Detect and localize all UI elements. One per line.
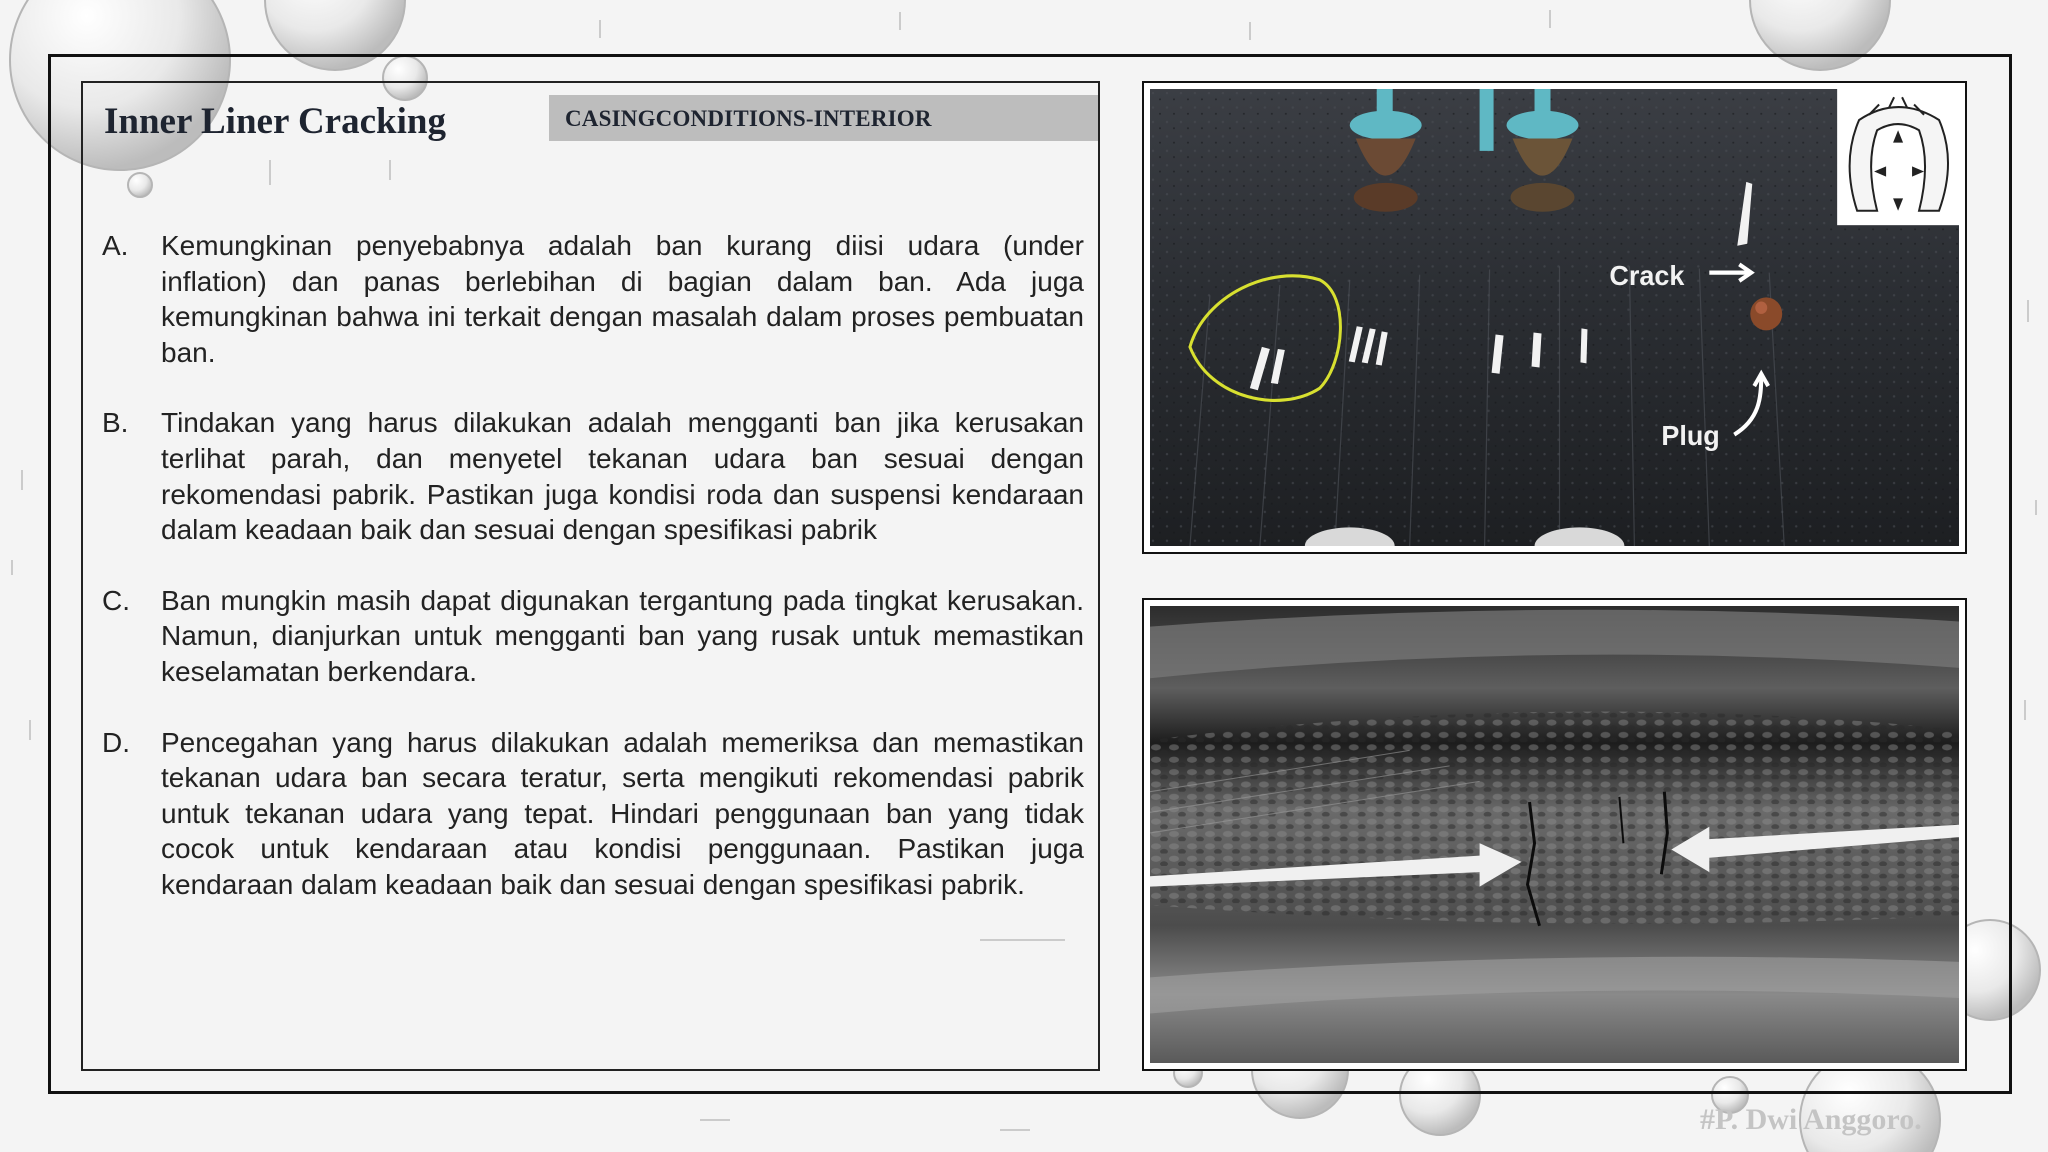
watermark: #P. Dwi Anggoro.	[1700, 1103, 1922, 1136]
point-label: C.	[102, 584, 130, 616]
crack-label: Crack	[1609, 259, 1685, 292]
point-c	[102, 583, 1084, 690]
tire-crack-image	[1150, 89, 1959, 546]
point-b	[102, 405, 1084, 547]
liner-closeup-image	[1150, 606, 1959, 1063]
point-text: Kemungkinan penyebabnya adalah ban kurang diisi udara (under inflation) dan panas berlebihan di bagian dalam ban. Ada juga kemungkinan bahwa ini terkait dengan masalah dalam proses pembuatan ban.	[161, 230, 1084, 368]
point-d	[102, 725, 1084, 903]
tire-crack-photo	[1142, 81, 1967, 554]
point-label: D.	[102, 726, 130, 758]
points-list	[102, 228, 1084, 938]
point-text: Pencegahan yang harus dilakukan adalah memeriksa dan memastikan tekanan udara ban secara teratur, serta mengikuti rekomendasi pabrik untuk tekanan udara yang tepat. Hindari penggunaan ban yang tidak cocok untuk kendaraan atau kondisi penggunaan. Pastikan juga kendaraan dalam keadaan baik dan sesuai dengan spesifikasi pabrik.	[161, 726, 1084, 900]
liner-closeup-photo	[1142, 598, 1967, 1071]
point-text: Tindakan yang harus dilakukan adalah mengganti ban jika kerusakan terlihat parah, dan menyetel tekanan udara ban sesuai dengan rekomendasi pabrik. Pastikan juga kondisi roda dan suspensi kendaraan dalam keadaan baik dan sesuai dengan spesifikasi pabrik	[161, 407, 1084, 546]
slide-title: Inner Liner Cracking	[104, 101, 446, 142]
point-a	[102, 228, 1084, 370]
point-label: B.	[102, 407, 129, 439]
point-text: Ban mungkin masih dapat digunakan tergantung pada tingkat kerusakan. Namun, dianjurkan untuk mengganti ban yang rusak untuk memastikan keselamatan berkendara.	[161, 584, 1084, 687]
plug-label: Plug	[1661, 419, 1720, 451]
tire-cross-section-diagram	[1837, 89, 1959, 225]
section-tag: CASINGCONDITIONS-INTERIOR	[549, 95, 1098, 141]
point-label: A.	[102, 230, 129, 261]
